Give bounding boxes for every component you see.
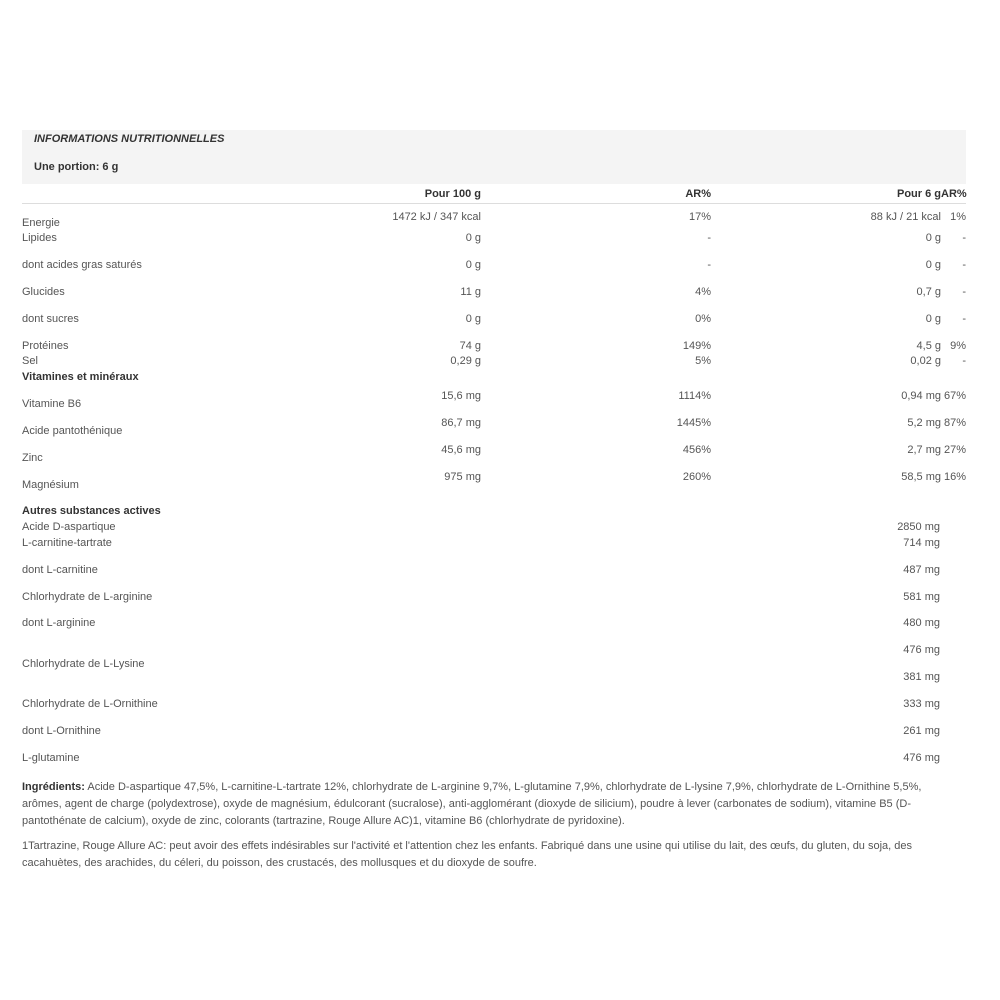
row-ar-6g: 1%	[950, 211, 966, 223]
row-ar: 260%	[682, 471, 711, 483]
nutrition-title: INFORMATIONS NUTRITIONNELLES	[34, 133, 225, 145]
row-ar-6g: -	[962, 259, 966, 271]
row-ar-6g: 16%	[943, 471, 966, 483]
row-value-100g: 86,7 mg	[441, 417, 481, 429]
active-value: 487 mg	[903, 564, 940, 576]
active-value: 714 mg	[903, 537, 940, 549]
row-ar-6g: -	[962, 355, 966, 367]
active-value: 381 mg	[903, 671, 940, 683]
row-ar: -	[707, 232, 711, 244]
row-value-100g: 11 g	[460, 286, 481, 298]
row-value-100g: 15,6 mg	[441, 390, 481, 402]
row-value-6g: 88 kJ / 21 kcal	[870, 211, 941, 223]
row-ar-6g: -	[962, 313, 966, 325]
col-header-per6: Pour 6 g	[896, 188, 941, 200]
row-ar-6g: -	[962, 232, 966, 244]
active-value: 261 mg	[903, 725, 940, 737]
row-label: Glucides	[22, 286, 65, 298]
row-ar-6g: 9%	[950, 340, 966, 352]
active-value: 480 mg	[903, 617, 940, 629]
row-ar: 456%	[682, 444, 711, 456]
row-label: Vitamine B6	[22, 398, 82, 410]
row-value-6g: 0,7 g	[916, 286, 941, 298]
row-label: Lipides	[22, 232, 57, 244]
row-value-6g: 0 g	[925, 313, 941, 325]
row-label: Acide pantothénique	[22, 425, 123, 437]
row-label: Zinc	[22, 452, 43, 464]
ingredients-text: Acide D-aspartique 47,5%, L-carnitine-L-tartrate 12%, chlorhydrate de L-arginine 9,7%, L-glutamine 7,9%, chlorhydrate de L-lysine 7,9%, chlorhydrate de L-Ornithine 5,5%, arômes, agent de charge (polydextrose), oxyde de magnésium, édulcorant (sucralose), anti-agglomérant (dioxyde de silicium), poudre à lever (carbonates de sodium), vitamine B5 (D-pantothénate de calcium), oxyde de zinc, colorants (tartrazine, Rouge Allure AC)1, vitamine B6 (chlorhydrate de pyridoxine).	[22, 781, 922, 827]
portion-label: Une portion: 6 g	[34, 161, 119, 173]
row-value-6g: 5,2 mg	[907, 417, 941, 429]
row-label: Energie	[22, 217, 60, 229]
row-value-6g: 0 g	[925, 232, 941, 244]
row-label: Magnésium	[22, 479, 79, 491]
row-label: dont sucres	[22, 313, 79, 325]
row-ar-6g: 67%	[943, 390, 966, 402]
row-value-6g: 2,7 mg	[907, 444, 941, 456]
active-label: Chlorhydrate de L-Ornithine	[22, 698, 158, 710]
allergen-footnote: 1Tartrazine, Rouge Allure AC: peut avoir des effets indésirables sur l'activité et l'attention chez les enfants. Fabriqué dans une usine qui utilise du lait, des œufs, du gluten, du soja, des cacahuètes, des arachides, du céleri, du poisson, des crustacés, des mollusques et du dioxyde de soufre.	[22, 840, 913, 869]
ingredients-paragraph	[22, 779, 962, 830]
row-value-6g: 58,5 mg	[901, 471, 941, 483]
row-value-100g: 0 g	[465, 313, 481, 325]
row-ar: 149%	[682, 340, 711, 352]
row-label: Protéines	[22, 340, 69, 352]
active-label: L-carnitine-tartrate	[22, 537, 112, 549]
active-value: 581 mg	[903, 591, 940, 603]
ingredients-label: Ingrédients:	[22, 781, 85, 793]
row-label: dont acides gras saturés	[22, 259, 142, 271]
row-ar: 1445%	[676, 417, 711, 429]
header-divider	[22, 203, 966, 204]
row-value-6g: 0,94 mg	[901, 390, 941, 402]
row-value-100g: 0,29 g	[450, 355, 481, 367]
row-ar: 0%	[695, 313, 711, 325]
col-header-per100: Pour 100 g	[424, 188, 481, 200]
row-value-100g: 1472 kJ / 347 kcal	[392, 211, 481, 223]
active-label: L-glutamine	[22, 752, 80, 764]
row-ar: 4%	[695, 286, 711, 298]
active-label: Acide D-aspartique	[22, 521, 116, 533]
row-value-100g: 975 mg	[444, 471, 481, 483]
row-value-100g: 74 g	[459, 340, 481, 352]
col-header-ar6: AR%	[941, 188, 967, 200]
active-value: 2850 mg	[897, 521, 940, 533]
active-label: Chlorhydrate de L-arginine	[22, 591, 153, 603]
active-value: 476 mg	[903, 644, 940, 656]
row-ar-6g: 27%	[943, 444, 966, 456]
row-value-100g: 45,6 mg	[441, 444, 481, 456]
vitamins-heading: Vitamines et minéraux	[22, 371, 139, 383]
active-label: dont L-carnitine	[22, 564, 98, 576]
actives-heading: Autres substances actives	[22, 505, 161, 517]
row-ar-6g: -	[962, 286, 966, 298]
row-ar: 1114%	[678, 390, 711, 402]
active-value: 333 mg	[903, 698, 940, 710]
row-value-6g: 0 g	[925, 259, 941, 271]
active-label: Chlorhydrate de L-Lysine	[22, 658, 145, 670]
row-ar: 17%	[688, 211, 711, 223]
active-label: dont L-Ornithine	[22, 725, 101, 737]
row-value-6g: 0,02 g	[910, 355, 941, 367]
row-ar-6g: 87%	[943, 417, 966, 429]
row-value-6g: 4,5 g	[916, 340, 941, 352]
row-value-100g: 0 g	[465, 259, 481, 271]
active-value: 476 mg	[903, 752, 940, 764]
active-label: dont L-arginine	[22, 617, 96, 629]
row-label: Sel	[22, 355, 38, 367]
row-value-100g: 0 g	[465, 232, 481, 244]
row-ar: -	[707, 259, 711, 271]
row-ar: 5%	[695, 355, 711, 367]
col-header-ar: AR%	[685, 188, 711, 200]
